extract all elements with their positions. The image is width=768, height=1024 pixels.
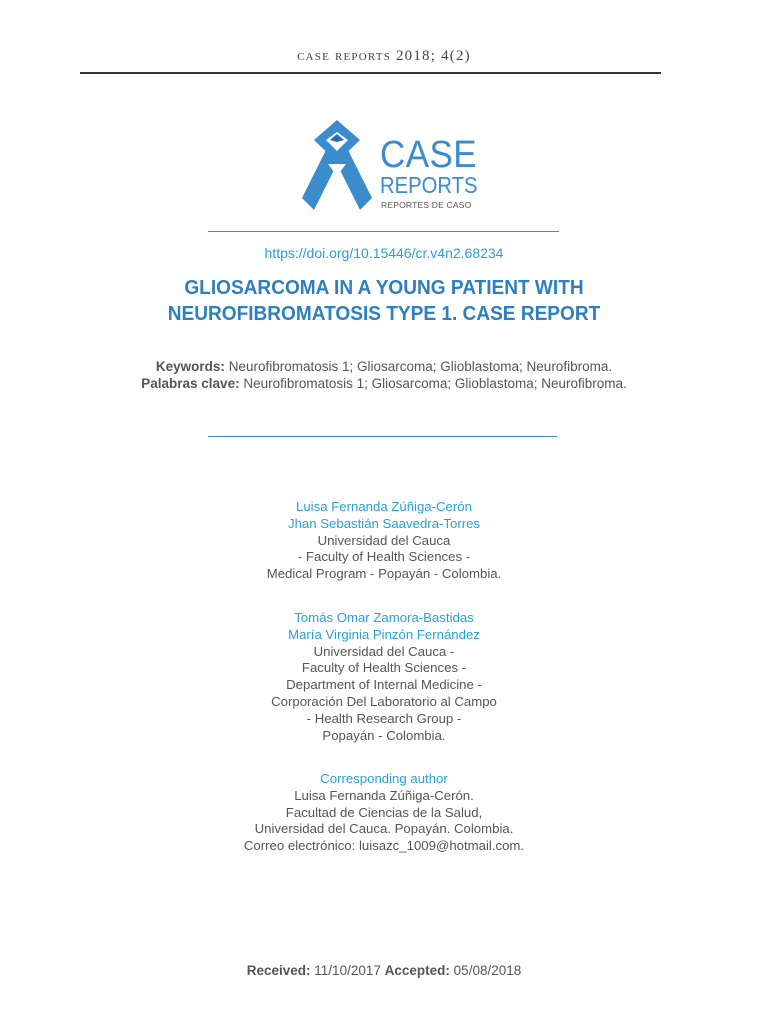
corresponding-line: Facultad de Ciencias de la Salud, (285, 804, 483, 820)
author-name: Luisa Fernanda Zúñiga-Cerón (296, 499, 472, 514)
author-name: Tomás Omar Zamora-Bastidas (294, 610, 474, 625)
author-block-1 (0, 499, 768, 583)
affiliation-line: Corporación Del Laboratorio al Campo (271, 693, 497, 709)
corresponding-line: Universidad del Cauca. Popayán. Colombia. (254, 821, 514, 837)
title-line-1: GLIOSARCOMA IN A YOUNG PATIENT WITH (184, 276, 584, 299)
keywords-en-value: Neurofibromatosis 1; Gliosarcoma; Glioblastoma; Neurofibroma. (228, 359, 613, 374)
affiliation-line: Universidad del Cauca (317, 532, 451, 548)
title-line-2: NEUROFIBROMATOSIS TYPE 1. CASE REPORT (167, 302, 601, 325)
dates-line (0, 963, 768, 978)
keywords-es-value: Neurofibromatosis 1; Gliosarcoma; Glioblastoma; Neurofibroma. (243, 376, 627, 391)
logo-reportes-text: REPORTES DE CASO (381, 200, 472, 210)
corresponding-author-label: Corresponding author (320, 771, 448, 786)
affiliation-line: - Faculty of Health Sciences - (297, 549, 471, 565)
bottom-blue-divider (208, 436, 557, 437)
affiliation-line: - Health Research Group - (306, 710, 462, 726)
affiliation-line: Faculty of Health Sciences - (301, 660, 467, 676)
doi-link[interactable]: https://doi.org/10.15446/cr.v4n2.68234 (264, 245, 504, 261)
corresponding-line: Luisa Fernanda Zúñiga-Cerón. (294, 787, 474, 803)
corresponding-author-block (0, 771, 768, 855)
affiliation-line: Medical Program - Popayán - Colombia. (266, 566, 502, 582)
keywords-es-label: Palabras clave: (141, 376, 240, 391)
keywords-en-label: Keywords: (155, 359, 225, 374)
affiliation-line: Popayán - Colombia. (322, 727, 446, 743)
header-divider (80, 72, 661, 74)
logo-case-text: CASE (380, 134, 478, 176)
received-label: Received: (246, 963, 311, 978)
received-value: 11/10/2017 (314, 963, 381, 978)
author-block-2 (0, 610, 768, 744)
author-name: María Virginia Pinzón Fernández (288, 626, 480, 642)
author-name: Jhan Sebastián Saavedra-Torres (287, 515, 481, 531)
affiliation-line: Universidad del Cauca - (313, 643, 455, 659)
logo-reports-text: REPORTS (380, 172, 478, 198)
accepted-value: 05/08/2018 (453, 963, 522, 978)
journal-header: case reports 2018; 4(2) (297, 48, 471, 64)
corresponding-email[interactable]: Correo electrónico: luisazc_1009@hotmail.com. (243, 838, 525, 854)
keywords-es (0, 375, 768, 392)
accepted-label: Accepted: (384, 963, 450, 978)
affiliation-line: Department of Internal Medicine - (286, 677, 482, 693)
case-reports-logo-icon (298, 118, 376, 212)
keywords-section (0, 358, 768, 392)
top-blue-divider (208, 231, 559, 232)
keywords-en (0, 358, 768, 375)
article-title (27, 275, 741, 327)
